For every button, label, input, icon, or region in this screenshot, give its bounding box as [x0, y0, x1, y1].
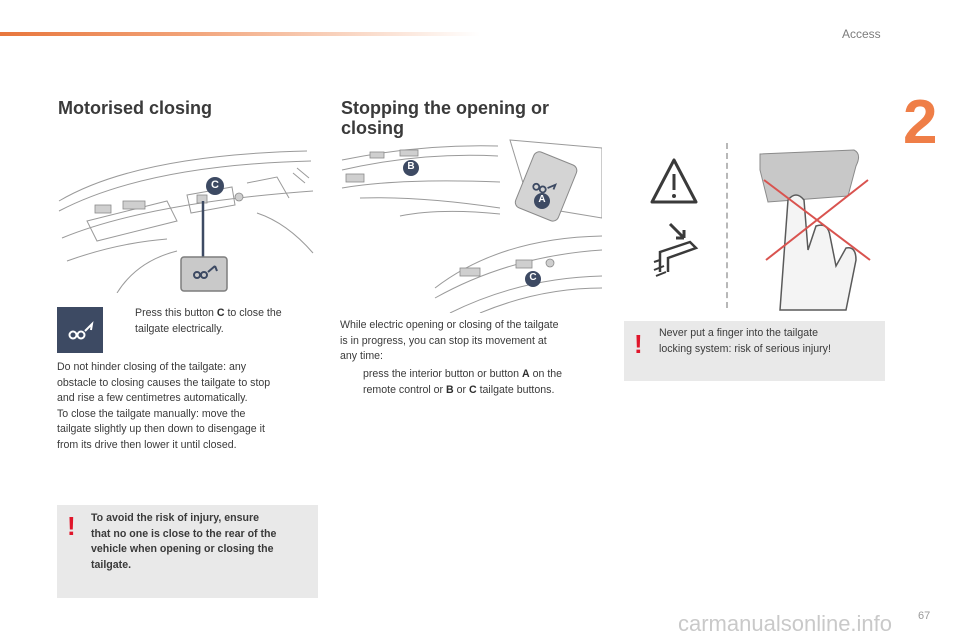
- figure-divider: [726, 143, 728, 308]
- stopping-title: Stopping the opening or closing: [341, 98, 549, 138]
- section-label: Access: [842, 27, 881, 41]
- left-paragraph: Do not hinder closing of the tailgate: any obstacle to closing causes the tailgate to stop and rise a few centimetres automatically. To close the tailgate manually: move the tailgate slightly up then down to disengage it from its drive then lower it until closed.: [57, 361, 271, 451]
- tailgate-figure-c: [57, 143, 315, 293]
- finger-warning-figure: [640, 140, 886, 312]
- motorised-closing-title: Motorised closing: [58, 98, 213, 118]
- tailgate-button-icon: [57, 307, 103, 353]
- warning-mark: !: [634, 329, 643, 359]
- page-number: 67: [918, 610, 931, 622]
- callout-c-label: C: [211, 179, 219, 191]
- right-warning-box: [624, 321, 885, 381]
- right-warning-text: Never put a finger into the tailgate locking system: risk of serious injury!: [659, 327, 831, 355]
- footer-watermark[interactable]: carmanualsonline.info: [678, 611, 893, 636]
- callout-c-label: C: [529, 272, 537, 283]
- callout-b-label: B: [407, 161, 415, 172]
- left-warning-text: To avoid the risk of injury, ensure that no one is close to the rear of the vehicle when opening or closing the tailgate.: [91, 512, 277, 571]
- left-warning-box: [57, 505, 318, 598]
- tailgate-figure-abc: [340, 138, 602, 313]
- chapter-number: 2: [903, 88, 938, 157]
- header-accent-bar: [0, 32, 480, 36]
- stopping-intro: While electric opening or closing of the tailgate is in progress, you can stop its movement at any time:: [340, 319, 559, 362]
- press-c-instruction: Press this button C to close the tailgate electrically.: [135, 307, 282, 335]
- stopping-bullet-text: press the interior button or button A on the remote control or B or C tailgate buttons.: [363, 368, 563, 396]
- callout-a-label: A: [538, 194, 546, 205]
- warning-mark: !: [67, 511, 76, 541]
